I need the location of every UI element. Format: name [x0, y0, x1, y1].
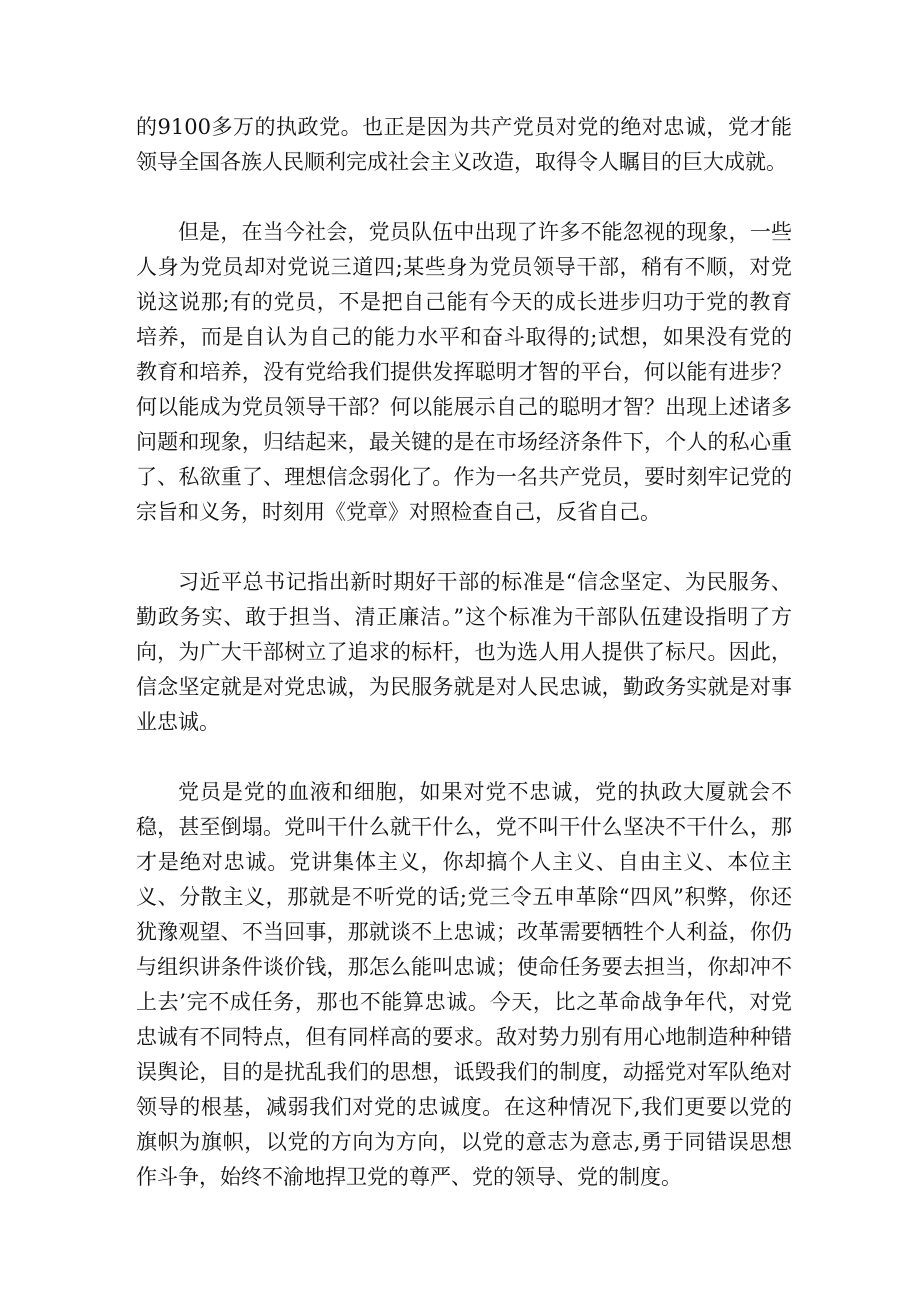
paragraph-3: 习近平总书记指出新时期好干部的标准是“信念坚定、为民服务、勤政务实、敢于担当、清正廉洁。”这个标准为干部队伍建设指明了方向，为广大干部树立了追求的标杆，也为选人用人提供了标尺。因此，信念坚定就是对党忠诚，为民服务就是对人民忠诚，勤政务实就是对事业忠诚。 [136, 570, 792, 734]
paragraph-4: 党员是党的血液和细胞，如果对党不忠诚，党的执政大厦就会不稳，甚至倒塌。党叫干什么就干什么，党不叫干什么坚决不干什么，那才是绝对忠诚。党讲集体主义，你却搞个人主义、自由主义、本位主义、分散主义，那就是不听党的话;党三令五申革除“四风”积弊，你还犹豫观望、不当回事，那就谈不上忠诚；改革需要牺牲个人利益，你仍与组织讲条件谈价钱，那怎么能叫忠诚；使命任务要去担当，你却冲不上去’完不成任务，那也不能算忠诚。今天，比之革命战争年代，对党忠诚有不同特点，但有同样高的要求。敌对势力别有用心地制造种种错误舆论，目的是扰乱我们的思想，诋毁我们的制度，动摇党对军队绝对领导的根基，减弱我们对党的忠诚度。在这种情况下,我们更要以党的旗帜为旗帜，以党的方向为方向，以党的意志为意志,勇于同错误思想作斗争，始终不渝地捍卫党的尊严、党的领导、党的制度。 [136, 780, 792, 1189]
paragraph-2: 但是，在当今社会，党员队伍中出现了许多不能忽视的现象，一些人身为党员却对党说三道四;某些身为党员领导干部，稍有不顺，对党说这说那;有的党员，不是把自己能有今天的成长进步归功于党的教育培养，而是自认为自己的能力水平和奋斗取得的;试想，如果没有党的教育和培养，没有党给我们提供发挥聪明才智的平台，何以能有进步？何以能成为党员领导干部？何以能展示自己的聪明才智？出现上述诸多问题和现象，归结起来，最关键的是在市场经济条件下，个人的私心重了、私欲重了、理想信念弱化了。作为一名共产党员，要时刻牢记党的宗旨和义务，时刻用《党章》对照检查自己，反省自己。 [136, 220, 792, 524]
paragraph-1: 的9100多万的执政党。也正是因为共产党员对党的绝对忠诚，党才能领导全国各族人民顺利完成社会主义改造，取得令人瞩目的巨大成就。 [136, 115, 792, 174]
document-page [136, 110, 792, 1230]
